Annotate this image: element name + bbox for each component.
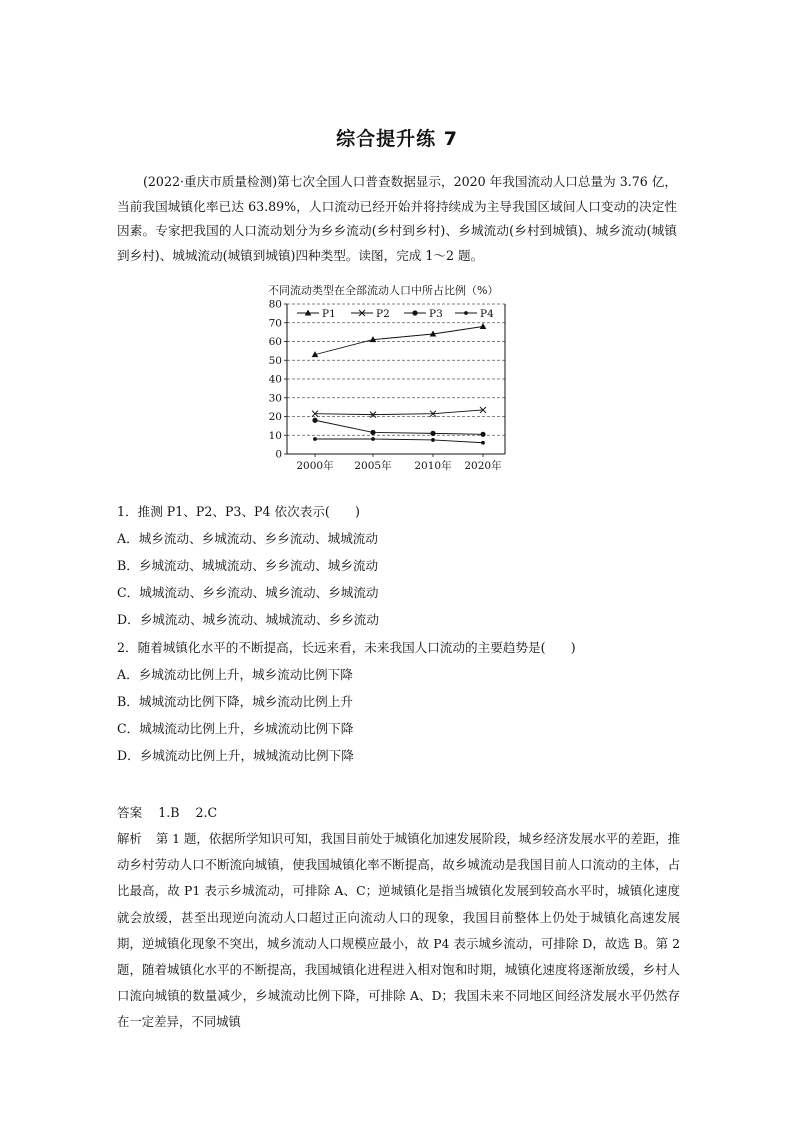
line-chart bbox=[258, 296, 518, 494]
series-line-p2 bbox=[315, 410, 483, 415]
y-tick-label: 60 bbox=[268, 336, 282, 348]
answer-1: 1.B bbox=[158, 805, 180, 820]
y-tick-label: 80 bbox=[268, 298, 282, 311]
answer-2: 2.C bbox=[195, 805, 218, 820]
question-2-option-c: C．城城流动比例上升，乡城流动比例下降 bbox=[117, 721, 354, 736]
question-2-stem: 2．随着城镇化水平的不断提高，长远来看，未来我国人口流动的主要趋势是( ) bbox=[117, 640, 576, 655]
legend-label: P3 bbox=[429, 308, 443, 320]
chart-title: 不同流动类型在全部流动人口中所占比例（%） bbox=[268, 284, 499, 297]
y-tick-label: 70 bbox=[268, 317, 282, 330]
circle-marker bbox=[480, 432, 485, 437]
chart-grid bbox=[287, 304, 505, 435]
legend-item-p2 bbox=[351, 308, 390, 320]
circle-marker bbox=[430, 431, 435, 436]
question-1-option-b: B．乡城流动、城城流动、乡乡流动、城乡流动 bbox=[117, 558, 379, 573]
question-2-option-a: A．乡城流动比例上升，城乡流动比例下降 bbox=[117, 667, 353, 682]
series-line-p3 bbox=[315, 420, 483, 434]
answer-label: 答案 bbox=[117, 805, 143, 820]
question-1-option-a: A．城乡流动、乡城流动、乡乡流动、城城流动 bbox=[117, 531, 378, 546]
dot-marker bbox=[371, 437, 375, 441]
legend-item-p4 bbox=[455, 308, 494, 320]
analysis-text: 第 1 题，依据所学知识可知，我国目前处于城镇化加速发展阶段，城乡经济发展水平的差距，推动乡村劳动人口不断流向城镇，使我国城镇化率不断提高，故乡城流动是我国目前人口流动的主体，占比最高，故 P1 表示乡城流动，可排除 A、C；逆城镇化是指当城镇化发展到较高水平时，城镇化速度就会放缓，甚至出现逆向流动人口超过正向流动人口的现象，我国目前整体上仍处于城镇化高速发展期，逆城镇化现象不突出，城乡流动人口规模应最小，故 P4 表示城乡流动，可排除 D，故选 B。第 2 题，随着城镇化水平的不断提高，我国城镇化进程进入相对饱和时期，城镇化速度将逐渐放缓，乡村人口流向城镇的数量减少，乡城流动比例下降，可排除 A、D；我国未来不同地区间经济发展水平仍然存在一定差异，不同城镇 bbox=[117, 831, 681, 1030]
legend-item-p1 bbox=[297, 308, 336, 320]
question-1-option-c: C．城城流动、乡乡流动、城乡流动、乡城流动 bbox=[117, 585, 379, 600]
y-tick-label: 50 bbox=[268, 354, 282, 367]
question-2-option-d: D．乡城流动比例上升，城城流动比例下降 bbox=[117, 748, 354, 763]
legend-item-p3 bbox=[404, 308, 443, 320]
y-tick-label: 20 bbox=[268, 411, 282, 423]
circle-marker bbox=[312, 418, 317, 423]
y-tick-label: 30 bbox=[268, 392, 282, 405]
question-2-option-b: B．城城流动比例下降，城乡流动比例上升 bbox=[117, 694, 353, 709]
x-tick-label: 2020年 bbox=[464, 460, 502, 472]
triangle-marker bbox=[305, 310, 312, 316]
chart-legend bbox=[297, 308, 494, 320]
dot-marker bbox=[464, 311, 468, 315]
legend-label: P1 bbox=[322, 308, 336, 320]
dot-marker bbox=[313, 437, 317, 441]
legend-label: P2 bbox=[376, 308, 390, 320]
page-title: 综合提升练 7 bbox=[336, 128, 458, 150]
y-tick-label: 10 bbox=[268, 429, 282, 442]
series-line-p1 bbox=[315, 327, 483, 355]
legend-label: P4 bbox=[480, 308, 494, 320]
x-tick-labels bbox=[296, 459, 502, 472]
circle-marker bbox=[412, 310, 417, 315]
dot-marker bbox=[431, 438, 435, 442]
series-line-p4 bbox=[315, 439, 483, 443]
analysis-paragraph bbox=[117, 826, 680, 1036]
y-tick-label: 40 bbox=[268, 373, 282, 386]
x-tick-label: 2005年 bbox=[354, 460, 392, 472]
question-1-option-d: D．乡城流动、城乡流动、城城流动、乡乡流动 bbox=[117, 612, 379, 627]
analysis-label: 解析 bbox=[117, 831, 142, 846]
answer-line bbox=[117, 802, 217, 821]
y-tick-labels bbox=[269, 299, 282, 461]
dot-marker bbox=[481, 441, 485, 445]
y-tick-label: 0 bbox=[275, 448, 282, 461]
triangle-marker bbox=[480, 323, 487, 329]
intro-paragraph: (2022·重庆市质量检测)第七次全国人口普查数据显示，2020 年我国流动人口总量为 3.76 亿，当前我国城镇化率已达 63.89%，人口流动已经开始并将持续成为主导我国区域间人口变动的决定性因素。专家把我国的人口流动划分为乡乡流动(乡村到乡村)、乡城流动(乡村到城镇)、城乡流动(城镇到乡村)、城城流动(城镇到城镇)四种类型。读图，完成 1～2 题。 bbox=[117, 174, 677, 263]
x-tick-label: 2000年 bbox=[296, 460, 334, 472]
circle-marker bbox=[370, 430, 375, 435]
question-1-stem: 1．推测 P1、P2、P3、P4 依次表示( ) bbox=[117, 504, 360, 519]
x-tick-label: 2010年 bbox=[414, 460, 452, 472]
